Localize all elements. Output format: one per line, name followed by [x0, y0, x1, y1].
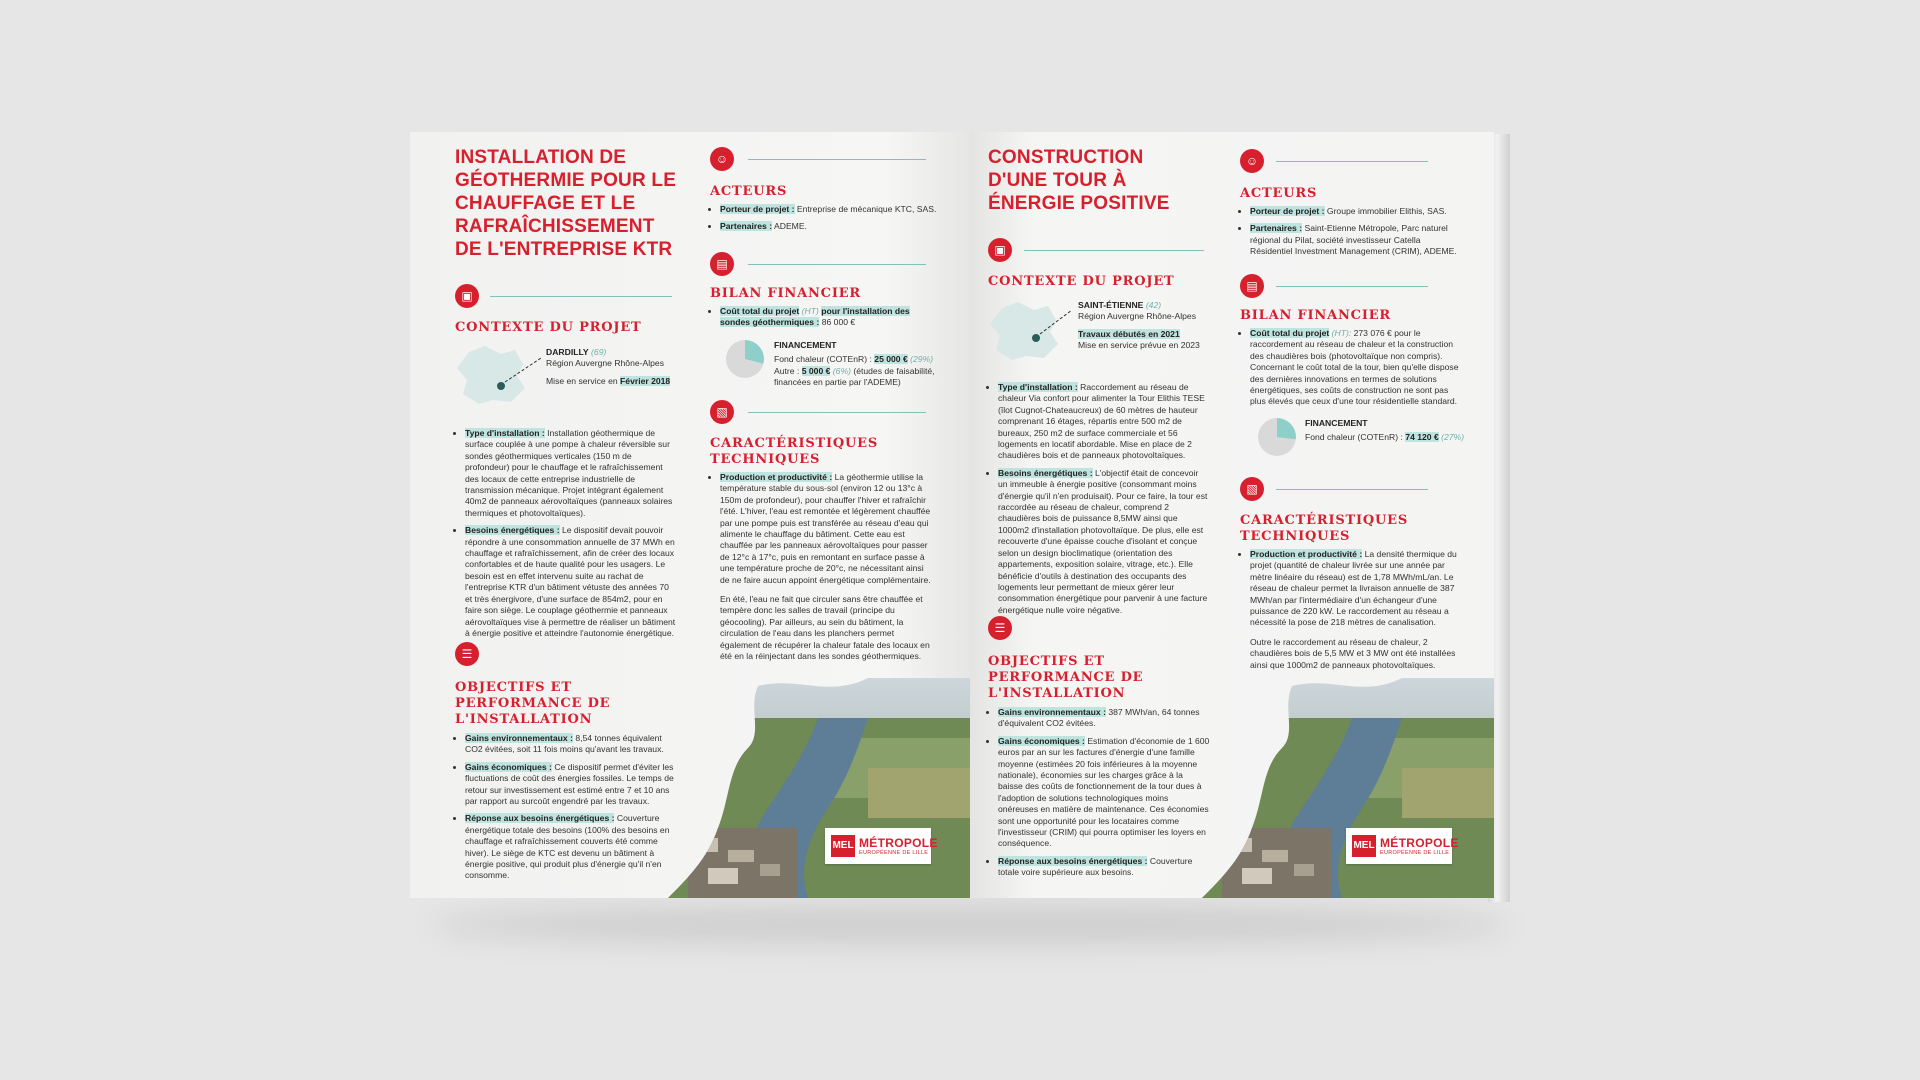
right-region: Région Auvergne Rhône-Alpes [1078, 311, 1197, 322]
left-dept: (69) [591, 347, 607, 357]
left-page: INSTALLATION DE GÉOTHERMIE POUR LE CHAUFFAGE ET LE RAFRAÎCHISSEMENT DE L'ENTREPRISE KTR ▣ CONTEXTE DU PROJET DARDILLY (69) Région Auvergne Rhône-Alpes Mise en service en Février 2018 • Type d'installation : Installation géothermique de surface couplée à une pompe à chaleur réversible sur sondes géothermiques verticales (150 m de profondeur) pour le chauffage et le rafraîchissement des locaux de cette entreprise industrielle de transmission mécanique. Projet intégrant également 40m2 de panneaux aérovoltaïques (panneaux solaires thermiques et photovoltaïques). • Besoins énergétiques : Le dispositif devait pouvoir répondre à une consommation annuelle de 37 MWh en chauffage et rafraîchissement, afin de créer des locaux confortables et de haute qualité pour les usagers. Le besoin est en effet intervenu suite au rachat de l'entreprise KTR d'un bâtiment vétuste des années 70 et très énergivore, d'une surface de 854m2, pour en faire son siège. Le couplage géothermie et panneaux aérovoltaïques vise à permettre de réaliser un bâtiment à énergie positive et atteindre l'autonomie énergétique. ☰ OBJECTIFS ET PERFORMANCE DE L'INSTALLATION • Gains environnementaux : 8,54 tonnes équivalent CO2 évitées, soit 11 fois moins qu'avant les travaux. • Gains économiques : Ce dispositif permet d'éviter les fluctuations de coût des énergies fossiles. Le temps de retour sur investissement est estimé entre 7 et 10 ans par rapport au surcoût engendré par les travaux. • Réponse aux besoins énergétiques : Couverture énergétique totale des besoins (100% des besoins en chauffage et rafraîchissement couverts été comme hiver). Le siège de KTC est devenu un bâtiment à énergie positive, qui produit plus d'énergie qu'il n'en consomme. ☺ ACTEURS • Porteur de projet : Entreprise de mécanique KTC, SAS. • Partenaires : ADEME. ▤ BILAN FINANCIER • Coût total du projet (HT) pour l'installation des sondes géothermiques : 86 000 € FINANCEMENT Fond chaleur (COTEnR) : 25 000 € (29%) Autre : 5 000 € (6%) (études de faisabilité, financées en partie par l'ADEME) ▧ CARACTÉRISTIQUES TECHNIQUES • Production et productivité : La géothermie utilise la température stable du sous-sol (environ 12 ou 13°c à 150m de profondeur), pour chauffer l'hiver et rafraîchir l'été. L'hiver, l'eau est remontée et légèrement chauffée par une pompe puis est transférée au réseau d'eau qui alimente le chauffage du bâtiment. Cette eau est chauffée par les panneaux aérovoltaïques pour passer de 12°c à 17°c, puis en remontant en surface passe à une température proche de 20°c, ne nécessitant ainsi de ne faire aucun appoint énergétique complémentaire. En été, l'eau ne fait que circuler sans être chauffée et tempère donc les salles de travail (principe du géocooling). Par ailleurs, au sein du bâtiment, la circulation de l'eau dans les planchers permet également de récupérer la chaleur fatale des locaux en été en la réinjectant dans les sondes géothermiques. MEL MÉTROPOLE EUROPÉENNE DE LILLE [410, 132, 970, 898]
left-page-title: INSTALLATION DE GÉOTHERMIE POUR LE CHAUFFAGE ET LE RAFRAÎCHISSEMENT DE L'ENTREPRISE KTR [455, 147, 677, 260]
people-icon: ☺ [710, 147, 734, 171]
right-caracteristiques-text2: Outre le raccordement au réseau de chaleur, 2 chaudières bois de 5,5 MW et 3 MW ont été installées ainsi que 1000m2 de panneaux photovoltaïques. [1250, 636, 1456, 670]
list-item: • Production et productivité : La densité thermique du projet (quantité de chaleur livrée sur une année par mètre linéaire du réseau) est de 1,78 MWh/mL/an. Le réseau de chaleur permet la livraison annuelle de 387 MWh/an par l'intermédiaire d'un échangeur d'une puissance de 220 kW. Le raccordement au réseau a nécessité la pose de 218 mètres de canalisation. [1250, 549, 1462, 629]
left-city: DARDILLY [546, 347, 589, 357]
mel-logo: MEL MÉTROPOLE EUROPÉENNE DE LILLE [825, 828, 931, 864]
list-item: • Besoins énergétiques : Le dispositif devait pouvoir répondre à une consommation annuelle de 37 MWh en chauffage et rafraîchissement, afin de créer des locaux confortables et de haute qualité pour les usagers. Le besoin est en effet intervenu suite au rachat de l'entreprise KTR d'un bâtiment vétuste des années 70 et très énergivore, d'une surface de 854m2, pour en faire son siège. Le couplage géothermie et panneaux aérovoltaïques vise à permettre de réaliser un bâtiment à énergie positive et atteindre l'autonomie énergétique. [465, 525, 677, 639]
left-caracteristiques-text2: En été, l'eau ne fait que circuler sans être chauffée et tempère donc les salles de travail (principe du géocooling). Par ailleurs, au sein du bâtiment, la circulation de l'eau dans les planchers permet également de récupérer la chaleur fatale des locaux en été en la réinjectant dans les sondes géothermiques. [720, 594, 930, 662]
list-item: • Réponse aux besoins énergétiques : Couverture totale voire supérieure aux besoins. [998, 856, 1210, 879]
right-contexte-list [988, 382, 1210, 616]
left-bilan-list [710, 306, 935, 329]
right-bilan-list [1240, 328, 1462, 408]
right-city: SAINT-ÉTIENNE [1078, 300, 1144, 310]
right-page: CONSTRUCTION D'UNE TOUR À ÉNERGIE POSITIVE ▣ CONTEXTE DU PROJET SAINT-ÉTIENNE (42) Région Auvergne Rhône-Alpes Travaux débutés en 2021 Mise en service prévue en 2023 • Type d'installation : Raccordement au réseau de chaleur Via confort pour alimenter la Tour Elithis TESE (îlot Cugnot-Chateaucreux) de 60 mètres de hauteur comprenant 16 étages, répartis entre 500 m2 de bureaux, 250 m2 de surface commerciale et 56 logements en locatif abordable. Mise en place de 2 chaudières bois et de panneaux photovoltaïques. • Besoins énergétiques : L'objectif était de concevoir un immeuble à énergie positive (consommant moins d'énergie qu'il n'en produisait). Pour ce faire, la tour est raccordée au réseau de chaleur, comprend 2 chaudières bois de puissance 8,5MW ainsi que 1000m2 d'installation photovoltaïque. De plus, elle est recouverte d'une épaisse couche d'isolant et conçue selon un design bioclimatique (orientation des appartements, exposition solaire, vitrage, etc.). Elle bénéficie d'outils à destination des occupants des logements leur permettant de mieux gérer leur consommation énergétique pour parvenir à une facture énergétique nulle voire négative. ☰ OBJECTIFS ET PERFORMANCE DE L'INSTALLATION • Gains environnementaux : 387 MWh/an, 64 tonnes d'équivalent CO2 évitées. • Gains économiques : Estimation d'économie de 1 600 euros par an sur les factures d'énergie d'une famille moyenne (estimées 20 fois inférieures à la moyenne nationale), économies sur les charges grâce à la baisse des coûts de fonctionnement de la tour dues à l'adoption de solutions technologiques moins onéreuses en matière de maintenance. Ces économies sont une opportunité pour les locataires comme l'investisseur (CRIM) qui pourra optimiser les loyers en conséquence. • Réponse aux besoins énergétiques : Couverture totale voire supérieure aux besoins. ☺ ACTEURS • Porteur de projet : Groupe immobilier Elithis, SAS. • Partenaires : Saint-Etienne Métropole, Parc naturel régional du Pilat, société investisseur Catella Résidentiel Investment Management (CRIM), ADEME. ▤ BILAN FINANCIER • Coût total du projet (HT): 273 076 € pour le raccordement au réseau de chaleur et la construction des chaudières bois (photovoltaïque non compris). Concernant le coût total de la tour, bien qu'elle dispose des dernières innovations en termes de solutions énergétiques, ses coûts de construction ne sont pas plus élevés que ceux d'une tour résidentielle standard. FINANCEMENT Fond chaleur (COTEnR) : 74 120 € (27%) ▧ CARACTÉRISTIQUES TECHNIQUES • Production et productivité : La densité thermique du projet (quantité de chaleur livrée sur une année par mètre linéaire du réseau) est de 1,78 MWh/mL/an. Le réseau de chaleur permet la livraison annuelle de 387 MWh/an par l'intermédiaire d'un échangeur d'une puissance de 220 kW. Le raccordement au réseau a nécessité la pose de 218 mètres de canalisation. Outre le raccordement au réseau de chaleur, 2 chaudières bois de 5,5 MW et 3 MW ont été installées ainsi que 1000m2 de panneaux photovoltaïques. MEL MÉTROPOLE EUROPÉENNE DE LILLE [970, 132, 1494, 898]
list-item: • Besoins énergétiques : L'objectif était de concevoir un immeuble à énergie positive (consommant moins d'énergie qu'il n'en produisait). Pour ce faire, la tour est raccordée au réseau de chaleur, comprend 2 chaudières bois de puissance 8,5MW ainsi que 1000m2 d'installation photovoltaïque. De plus, elle est recouverte d'une épaisse couche d'isolant et conçue selon un design bioclimatique (orientation des appartements, exposition solaire, vitrage, etc.). Elle bénéficie d'outils à destination des occupants des logements leur permettant de mieux gérer leur consommation énergétique pour parvenir à une facture énergétique nulle voire négative. [998, 468, 1210, 616]
left-acteurs-heading: ACTEURS [710, 184, 788, 199]
section-divider [748, 264, 926, 265]
section-divider [490, 296, 672, 297]
right-caracteristiques-heading: CARACTÉRISTIQUES TECHNIQUES [1240, 513, 1409, 544]
right-objectifs-list [988, 707, 1210, 879]
chart-icon: ▤ [710, 252, 734, 276]
list-item: • Coût total du projet (HT) pour l'installation des sondes géothermiques : 86 000 € [720, 306, 935, 329]
left-objectifs-list [455, 733, 677, 882]
aerial-river-photo [1202, 678, 1494, 898]
right-objectifs-heading: OBJECTIFS ET PERFORMANCE DE L'INSTALLATION [988, 654, 1144, 701]
section-divider [1276, 161, 1428, 162]
briefcase-icon: ▣ [455, 284, 479, 308]
section-divider [1276, 489, 1428, 490]
left-service-date: Février 2018 [620, 375, 671, 386]
right-dept: (42) [1145, 300, 1162, 310]
list-item: • Partenaires : ADEME. [720, 221, 940, 232]
book-shadow [430, 905, 1510, 945]
list-item: • Gains économiques : Estimation d'économie de 1 600 euros par an sur les factures d'énergie d'une famille moyenne (estimées 20 fois inférieures à la moyenne nationale), économies sur les charges grâce à la baisse des coûts de fonctionnement de la tour dues à l'adoption de solutions technologiques moins onéreuses en matière de maintenance. Ces économies sont une opportunité pour les locataires comme l'investisseur (CRIM) qui pourra optimiser les loyers en conséquence. [998, 736, 1210, 850]
left-financement-heading: FINANCEMENT [774, 340, 837, 350]
list-item: • Gains environnementaux : 8,54 tonnes équivalent CO2 évitées, soit 11 fois moins qu'avant les travaux. [465, 733, 677, 756]
checklist-icon: ☰ [988, 616, 1012, 640]
section-divider [748, 159, 926, 160]
left-contexte-list [455, 428, 677, 639]
section-divider [748, 412, 926, 413]
list-item: • Production et productivité : La géothermie utilise la température stable du sous-sol (environ 12 ou 13°c à 150m de profondeur), pour chauffer l'hiver et rafraîchir l'été. L'hiver, l'eau est remontée et légèrement chauffée par une pompe puis est transférée au réseau d'eau qui alimente le chauffage du bâtiment. Cette eau est chauffée par les panneaux aérovoltaïques pour passer de 12°c à 17°c, puis en remontant en surface passe à une température proche de 20°c, ne nécessitant ainsi de ne faire aucun appoint énergétique complémentaire. [720, 472, 935, 586]
list-item: • Gains environnementaux : 387 MWh/an, 64 tonnes d'équivalent CO2 évitées. [998, 707, 1210, 730]
right-acteurs-list [1240, 206, 1462, 258]
section-divider [1276, 286, 1428, 287]
left-caracteristiques-heading: CARACTÉRISTIQUES TECHNIQUES [710, 436, 879, 467]
list-item: • Type d'installation : Installation géothermique de surface couplée à une pompe à chaleur réversible sur sondes géothermiques verticales (150 m de profondeur) pour le chauffage et le rafraîchissement des locaux de cette entreprise industrielle de transmission mécanique. Projet intégrant également 40m2 de panneaux aérovoltaïques (panneaux solaires thermiques et photovoltaïques). [465, 428, 677, 519]
document-icon: ▧ [710, 400, 734, 424]
right-page-title: CONSTRUCTION D'UNE TOUR À ÉNERGIE POSITIVE [988, 147, 1170, 214]
left-region: Région Auvergne Rhône-Alpes [546, 358, 665, 369]
list-item: • Porteur de projet : Groupe immobilier Elithis, SAS. [1250, 206, 1462, 217]
document-icon: ▧ [1240, 477, 1264, 501]
section-divider [1024, 250, 1204, 251]
people-icon: ☺ [1240, 149, 1264, 173]
right-financement-pie [1258, 418, 1296, 456]
left-acteurs-list [710, 204, 940, 233]
contexte-heading: CONTEXTE DU PROJET [455, 320, 642, 335]
right-contexte-heading: CONTEXTE DU PROJET [988, 274, 1175, 289]
aerial-river-photo [668, 678, 970, 898]
list-item: • Type d'installation : Raccordement au réseau de chaleur Via confort pour alimenter la Tour Elithis TESE (îlot Cugnot-Chateaucreux) de 60 mètres de hauteur comprenant 16 étages, répartis entre 500 m2 de bureaux, 250 m2 de surface commerciale et 56 logements en locatif abordable. Mise en place de 2 chaudières bois et de panneaux photovoltaïques. [998, 382, 1210, 462]
mel-logo: MEL MÉTROPOLE EUROPÉENNE DE LILLE [1346, 828, 1452, 864]
right-travaux: Travaux débutés en 2021 [1078, 328, 1180, 339]
left-service-prefix: Mise en service en [546, 375, 618, 386]
right-caracteristiques-list [1240, 549, 1462, 629]
left-objectifs-heading: OBJECTIFS ET PERFORMANCE DE L'INSTALLATION [455, 680, 611, 727]
france-map-icon [988, 298, 1088, 363]
right-financement-heading: FINANCEMENT [1305, 418, 1368, 428]
briefcase-icon: ▣ [988, 238, 1012, 262]
chart-icon: ▤ [1240, 274, 1264, 298]
left-caracteristiques-list [710, 472, 935, 586]
left-bilan-heading: BILAN FINANCIER [710, 286, 862, 301]
checklist-icon: ☰ [455, 642, 479, 666]
list-item: • Coût total du projet (HT): 273 076 € pour le raccordement au réseau de chaleur et la construction des chaudières bois (photovoltaïque non compris). Concernant le coût total de la tour, bien qu'elle dispose des dernières innovations en termes de solutions énergétiques, ses coûts de construction ne sont pas plus élevés que ceux d'une tour résidentielle standard. [1250, 328, 1462, 408]
list-item: • Gains économiques : Ce dispositif permet d'éviter les fluctuations de coût des énergies fossiles. Le temps de retour sur investissement est estimé entre 7 et 10 ans par rapport au surcoût engendré par les travaux. [465, 762, 677, 808]
list-item: • Réponse aux besoins énergétiques : Couverture énergétique totale des besoins (100% des besoins en chauffage et rafraîchissement couverts été comme hiver). Le siège de KTC est devenu un bâtiment à énergie positive, qui produit plus d'énergie qu'il n'en consomme. [465, 813, 677, 881]
left-financement-pie [726, 340, 764, 378]
right-acteurs-heading: ACTEURS [1240, 186, 1318, 201]
right-service: Mise en service prévue en 2023 [1078, 340, 1200, 351]
right-bilan-heading: BILAN FINANCIER [1240, 308, 1392, 323]
list-item: • Partenaires : Saint-Etienne Métropole, Parc naturel régional du Pilat, société investisseur Catella Résidentiel Investment Management (CRIM), ADEME. [1250, 223, 1462, 257]
list-item: • Porteur de projet : Entreprise de mécanique KTC, SAS. [720, 204, 940, 215]
